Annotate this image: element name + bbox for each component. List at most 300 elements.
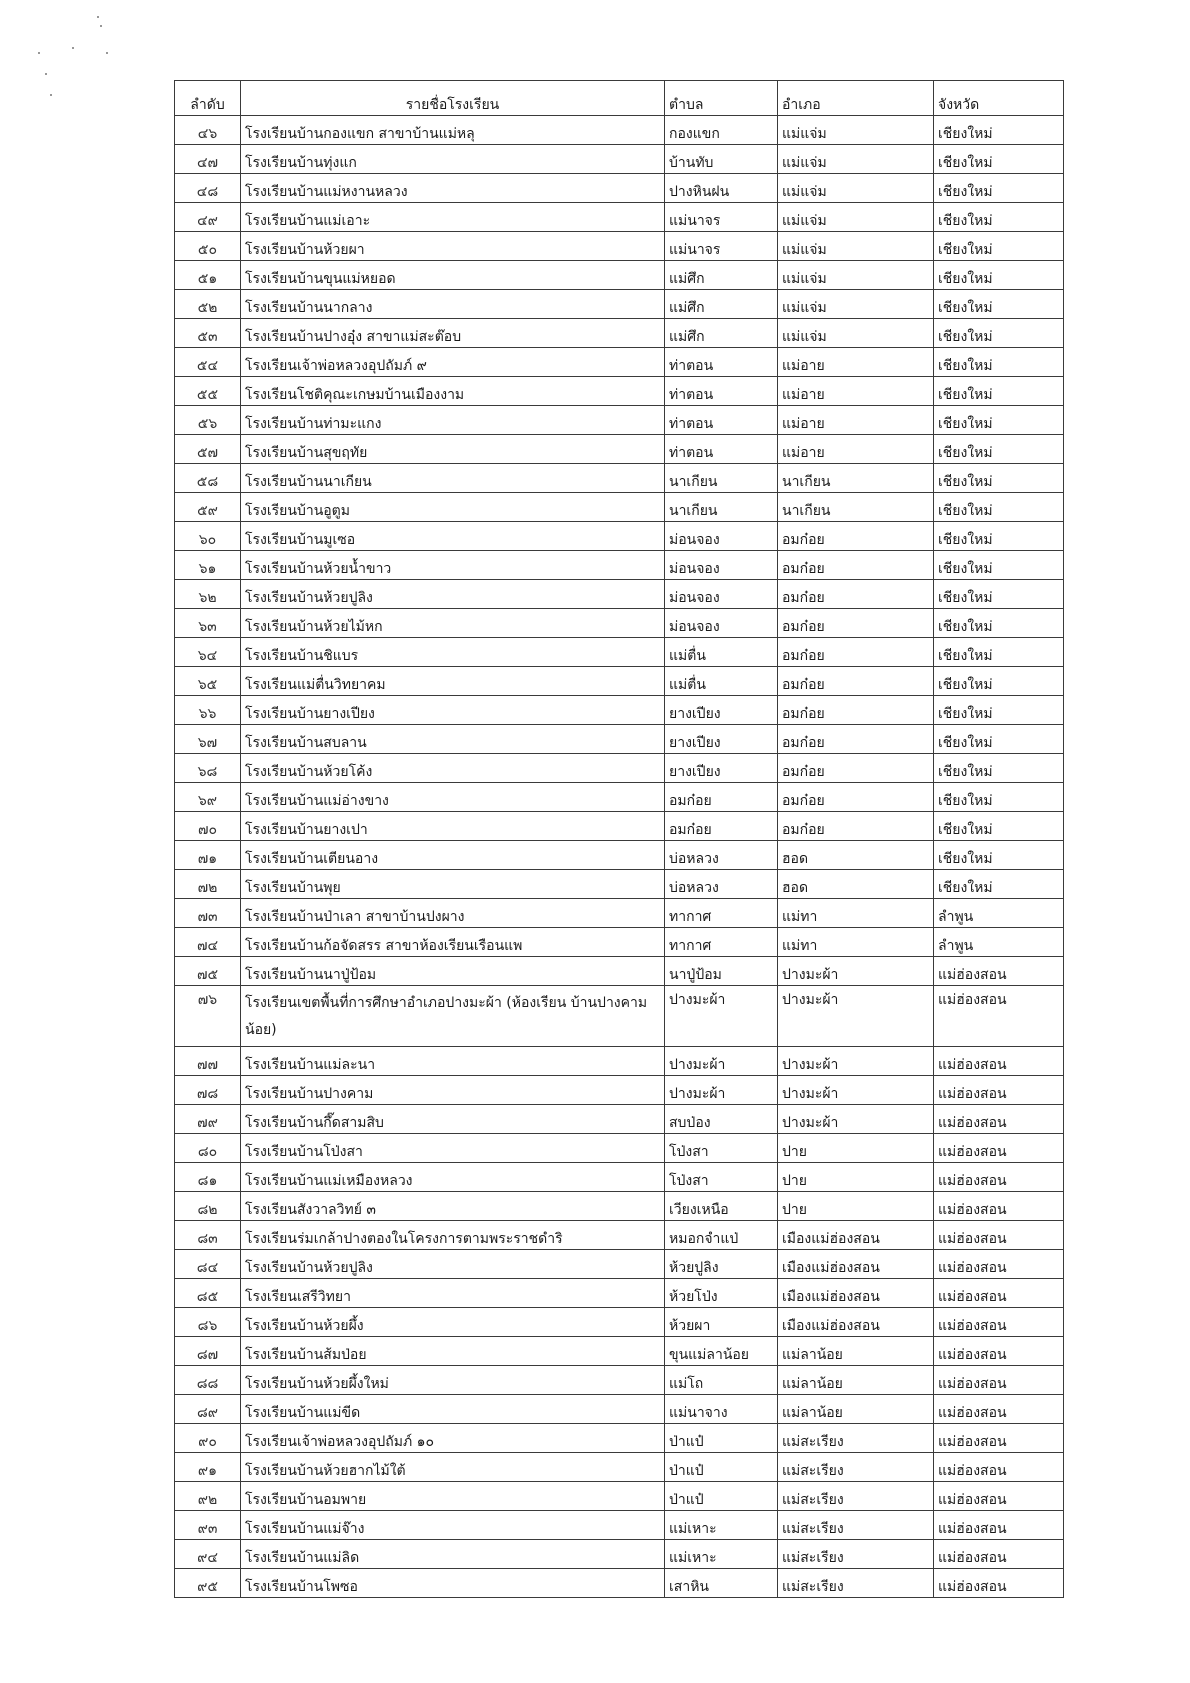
- row-number-cell: ๘๕: [175, 1279, 241, 1308]
- school-name-cell: โรงเรียนบ้านชิแบร: [241, 638, 665, 667]
- scan-speck: [50, 94, 52, 96]
- district-cell: แม่สะเรียง: [778, 1540, 934, 1569]
- row-number-cell: ๗๒: [175, 870, 241, 899]
- province-cell: แม่ฮ่องสอน: [934, 1337, 1064, 1366]
- province-cell: แม่ฮ่องสอน: [934, 986, 1064, 1047]
- province-cell: เชียงใหม่: [934, 290, 1064, 319]
- scan-speck: [45, 73, 47, 75]
- row-number-cell: ๖๓: [175, 609, 241, 638]
- row-number-cell: ๗๖: [175, 986, 241, 1047]
- table-row: [175, 522, 1064, 551]
- subdistrict-cell: อมก๋อย: [665, 783, 778, 812]
- district-cell: ปาย: [778, 1163, 934, 1192]
- table-row: [175, 1279, 1064, 1308]
- province-cell: ลำพูน: [934, 899, 1064, 928]
- district-cell: ปางมะผ้า: [778, 1076, 934, 1105]
- school-name-cell: โรงเรียนบ้านแม่ลิด: [241, 1540, 665, 1569]
- row-number-cell: ๗๐: [175, 812, 241, 841]
- table-row: [175, 551, 1064, 580]
- scan-speck: [38, 52, 40, 54]
- table-row: [175, 986, 1064, 1047]
- district-cell: แม่แจ่ม: [778, 290, 934, 319]
- table-row: [175, 1105, 1064, 1134]
- school-name-cell: โรงเรียนบ้านห้วยผา: [241, 232, 665, 261]
- province-cell: เชียงใหม่: [934, 812, 1064, 841]
- table-row: [175, 1511, 1064, 1540]
- school-name-cell: โรงเรียนบ้านห้วยไม้หก: [241, 609, 665, 638]
- province-cell: เชียงใหม่: [934, 754, 1064, 783]
- school-name-cell: โรงเรียนบ้านป่าเลา สาขาบ้านปงผาง: [241, 899, 665, 928]
- row-number-cell: ๔๗: [175, 145, 241, 174]
- school-name-cell: โรงเรียนบ้านทุ่งแก: [241, 145, 665, 174]
- subdistrict-cell: สบป่อง: [665, 1105, 778, 1134]
- scan-speck: [72, 47, 74, 49]
- province-cell: เชียงใหม่: [934, 841, 1064, 870]
- district-cell: แม่แจ่ม: [778, 261, 934, 290]
- province-cell: แม่ฮ่องสอน: [934, 1366, 1064, 1395]
- row-number-cell: ๗๙: [175, 1105, 241, 1134]
- province-cell: เชียงใหม่: [934, 667, 1064, 696]
- subdistrict-cell: กองแขก: [665, 116, 778, 145]
- row-number-cell: ๘๖: [175, 1308, 241, 1337]
- school-name-cell: โรงเรียนบ้านแม่ละนา: [241, 1047, 665, 1076]
- subdistrict-cell: ยางเปียง: [665, 754, 778, 783]
- row-number-cell: ๕๐: [175, 232, 241, 261]
- table-row: [175, 899, 1064, 928]
- subdistrict-cell: ปางมะผ้า: [665, 1047, 778, 1076]
- subdistrict-cell: แม่ศึก: [665, 290, 778, 319]
- school-name-cell: โรงเรียนบ้านนาปู่ป้อม: [241, 957, 665, 986]
- row-number-cell: ๙๒: [175, 1482, 241, 1511]
- table-row: [175, 580, 1064, 609]
- school-name-cell: โรงเรียนเขตพื้นที่การศึกษาอำเภอปางมะผ้า (ห้องเรียน บ้านปางคามน้อย): [241, 986, 665, 1047]
- district-cell: แม่สะเรียง: [778, 1569, 934, 1598]
- district-cell: ปางมะผ้า: [778, 1105, 934, 1134]
- province-cell: เชียงใหม่: [934, 493, 1064, 522]
- school-name-cell: โรงเรียนบ้านกึ๊ดสามสิบ: [241, 1105, 665, 1134]
- row-number-cell: ๗๔: [175, 928, 241, 957]
- district-cell: แม่อาย: [778, 348, 934, 377]
- school-name-cell: โรงเรียนบ้านแม่จ๊าง: [241, 1511, 665, 1540]
- school-name-cell: โรงเรียนบ้านยางเปียง: [241, 696, 665, 725]
- school-name-cell: โรงเรียนบ้านท่ามะแกง: [241, 406, 665, 435]
- subdistrict-cell: ทากาศ: [665, 928, 778, 957]
- row-number-cell: ๙๑: [175, 1453, 241, 1482]
- district-cell: แม่แจ่ม: [778, 174, 934, 203]
- district-cell: แม่ลาน้อย: [778, 1337, 934, 1366]
- row-number-cell: ๕๒: [175, 290, 241, 319]
- table-header-row: [175, 81, 1064, 116]
- table-row: [175, 638, 1064, 667]
- district-cell: นาเกียน: [778, 493, 934, 522]
- row-number-cell: ๖๘: [175, 754, 241, 783]
- subdistrict-cell: ยางเปียง: [665, 725, 778, 754]
- district-cell: ปางมะผ้า: [778, 957, 934, 986]
- table-row: [175, 754, 1064, 783]
- school-name-cell: โรงเรียนบ้านแม่หงานหลวง: [241, 174, 665, 203]
- district-cell: อมก๋อย: [778, 783, 934, 812]
- table-row: [175, 1453, 1064, 1482]
- school-name-cell: โรงเรียนบ้านยางเปา: [241, 812, 665, 841]
- row-number-cell: ๗๓: [175, 899, 241, 928]
- province-cell: เชียงใหม่: [934, 116, 1064, 145]
- table-row: [175, 1221, 1064, 1250]
- row-number-cell: ๗๗: [175, 1047, 241, 1076]
- district-cell: แม่แจ่ม: [778, 116, 934, 145]
- header-province: จังหวัด: [934, 81, 1064, 116]
- table-row: [175, 493, 1064, 522]
- table-row: [175, 261, 1064, 290]
- table-row: [175, 1308, 1064, 1337]
- row-number-cell: ๘๓: [175, 1221, 241, 1250]
- subdistrict-cell: นาเกียน: [665, 493, 778, 522]
- district-cell: แม่อาย: [778, 377, 934, 406]
- school-name-cell: โรงเรียนบ้านแม่ขีด: [241, 1395, 665, 1424]
- subdistrict-cell: แม่นาจร: [665, 232, 778, 261]
- subdistrict-cell: นาเกียน: [665, 464, 778, 493]
- table-row: [175, 1482, 1064, 1511]
- school-name-cell: โรงเรียนบ้านห้วยฮากไม้ใต้: [241, 1453, 665, 1482]
- row-number-cell: ๘๘: [175, 1366, 241, 1395]
- school-name-cell: โรงเรียนบ้านนาเกียน: [241, 464, 665, 493]
- subdistrict-cell: ม่อนจอง: [665, 609, 778, 638]
- row-number-cell: ๘๐: [175, 1134, 241, 1163]
- table-row: [175, 319, 1064, 348]
- province-cell: แม่ฮ่องสอน: [934, 1250, 1064, 1279]
- school-name-cell: โรงเรียนแม่ตื่นวิทยาคม: [241, 667, 665, 696]
- subdistrict-cell: เวียงเหนือ: [665, 1192, 778, 1221]
- subdistrict-cell: โป่งสา: [665, 1134, 778, 1163]
- table-row: [175, 667, 1064, 696]
- school-name-cell: โรงเรียนบ้านห้วยปูลิง: [241, 580, 665, 609]
- table-row: [175, 406, 1064, 435]
- province-cell: เชียงใหม่: [934, 638, 1064, 667]
- table-row: [175, 870, 1064, 899]
- school-name-cell: โรงเรียนบ้านกองแขก สาขาบ้านแม่หลุ: [241, 116, 665, 145]
- province-cell: แม่ฮ่องสอน: [934, 1540, 1064, 1569]
- table-row: [175, 609, 1064, 638]
- district-cell: แม่แจ่ม: [778, 319, 934, 348]
- school-name-cell: โรงเรียนบ้านห้วยผึ้งใหม่: [241, 1366, 665, 1395]
- row-number-cell: ๕๔: [175, 348, 241, 377]
- subdistrict-cell: อมก๋อย: [665, 812, 778, 841]
- subdistrict-cell: ท่าตอน: [665, 406, 778, 435]
- table-row: [175, 290, 1064, 319]
- row-number-cell: ๕๘: [175, 464, 241, 493]
- row-number-cell: ๖๔: [175, 638, 241, 667]
- district-cell: อมก๋อย: [778, 580, 934, 609]
- row-number-cell: ๖๗: [175, 725, 241, 754]
- row-number-cell: ๕๖: [175, 406, 241, 435]
- province-cell: เชียงใหม่: [934, 783, 1064, 812]
- table-row: [175, 1540, 1064, 1569]
- row-number-cell: ๖๐: [175, 522, 241, 551]
- scan-speck: [100, 25, 102, 27]
- subdistrict-cell: ปางมะผ้า: [665, 1076, 778, 1105]
- district-cell: อมก๋อย: [778, 667, 934, 696]
- school-name-cell: โรงเรียนบ้านอมพาย: [241, 1482, 665, 1511]
- district-cell: อมก๋อย: [778, 812, 934, 841]
- subdistrict-cell: แม่ศึก: [665, 319, 778, 348]
- table-row: [175, 1424, 1064, 1453]
- school-name-cell: โรงเรียนบ้านส้มป่อย: [241, 1337, 665, 1366]
- subdistrict-cell: ขุนแม่ลาน้อย: [665, 1337, 778, 1366]
- table-row: [175, 1337, 1064, 1366]
- table-row: [175, 1569, 1064, 1598]
- province-cell: เชียงใหม่: [934, 464, 1064, 493]
- table-row: [175, 696, 1064, 725]
- province-cell: แม่ฮ่องสอน: [934, 1511, 1064, 1540]
- province-cell: เชียงใหม่: [934, 522, 1064, 551]
- header-district: อำเภอ: [778, 81, 934, 116]
- school-name-cell: โรงเรียนบ้านห้วยโค้ง: [241, 754, 665, 783]
- school-name-cell: โรงเรียนบ้านนากลาง: [241, 290, 665, 319]
- district-cell: ปาย: [778, 1134, 934, 1163]
- row-number-cell: ๖๕: [175, 667, 241, 696]
- subdistrict-cell: บ้านทับ: [665, 145, 778, 174]
- row-number-cell: ๕๕: [175, 377, 241, 406]
- province-cell: เชียงใหม่: [934, 377, 1064, 406]
- subdistrict-cell: บ่อหลวง: [665, 841, 778, 870]
- table-row: [175, 145, 1064, 174]
- province-cell: แม่ฮ่องสอน: [934, 1453, 1064, 1482]
- row-number-cell: ๔๖: [175, 116, 241, 145]
- district-cell: แม่ลาน้อย: [778, 1366, 934, 1395]
- subdistrict-cell: แม่เหาะ: [665, 1511, 778, 1540]
- school-name-cell: โรงเรียนบ้านห้วยปูลิง: [241, 1250, 665, 1279]
- subdistrict-cell: แม่ตื่น: [665, 638, 778, 667]
- table-row: [175, 783, 1064, 812]
- table-row: [175, 116, 1064, 145]
- table-row: [175, 1366, 1064, 1395]
- district-cell: แม่สะเรียง: [778, 1453, 934, 1482]
- row-number-cell: ๔๙: [175, 203, 241, 232]
- province-cell: แม่ฮ่องสอน: [934, 1569, 1064, 1598]
- row-number-cell: ๘๗: [175, 1337, 241, 1366]
- province-cell: เชียงใหม่: [934, 870, 1064, 899]
- scan-speck: [97, 16, 99, 18]
- province-cell: แม่ฮ่องสอน: [934, 1308, 1064, 1337]
- district-cell: ปางมะผ้า: [778, 986, 934, 1047]
- school-name-cell: โรงเรียนโชติคุณะเกษมบ้านเมืองงาม: [241, 377, 665, 406]
- district-cell: แม่แจ่ม: [778, 232, 934, 261]
- row-number-cell: ๘๑: [175, 1163, 241, 1192]
- row-number-cell: ๘๒: [175, 1192, 241, 1221]
- subdistrict-cell: ท่าตอน: [665, 435, 778, 464]
- school-name-cell: โรงเรียนบ้านขุนแม่หยอด: [241, 261, 665, 290]
- school-name-cell: โรงเรียนบ้านแม่อ่างขาง: [241, 783, 665, 812]
- subdistrict-cell: ห้วยผา: [665, 1308, 778, 1337]
- district-cell: แม่แจ่ม: [778, 145, 934, 174]
- table-body: [175, 116, 1064, 1598]
- district-cell: อมก๋อย: [778, 638, 934, 667]
- table-row: [175, 1047, 1064, 1076]
- subdistrict-cell: ม่อนจอง: [665, 580, 778, 609]
- subdistrict-cell: นาปู่ป้อม: [665, 957, 778, 986]
- province-cell: แม่ฮ่องสอน: [934, 1395, 1064, 1424]
- table-row: [175, 377, 1064, 406]
- province-cell: เชียงใหม่: [934, 609, 1064, 638]
- subdistrict-cell: ปางมะผ้า: [665, 986, 778, 1047]
- subdistrict-cell: ป่าแป๋: [665, 1424, 778, 1453]
- district-cell: อมก๋อย: [778, 696, 934, 725]
- school-name-cell: โรงเรียนเจ้าพ่อหลวงอุปถัมภ์ ๑๐: [241, 1424, 665, 1453]
- district-cell: ฮอด: [778, 870, 934, 899]
- district-cell: แม่สะเรียง: [778, 1424, 934, 1453]
- subdistrict-cell: ม่อนจอง: [665, 551, 778, 580]
- district-cell: ฮอด: [778, 841, 934, 870]
- school-name-cell: โรงเรียนบ้านสุขฤทัย: [241, 435, 665, 464]
- province-cell: เชียงใหม่: [934, 319, 1064, 348]
- subdistrict-cell: แม่ศึก: [665, 261, 778, 290]
- school-name-cell: โรงเรียนบ้านเตียนอาง: [241, 841, 665, 870]
- subdistrict-cell: โป่งสา: [665, 1163, 778, 1192]
- province-cell: เชียงใหม่: [934, 406, 1064, 435]
- school-name-cell: โรงเรียนบ้านพุย: [241, 870, 665, 899]
- district-cell: อมก๋อย: [778, 551, 934, 580]
- province-cell: เชียงใหม่: [934, 145, 1064, 174]
- province-cell: ลำพูน: [934, 928, 1064, 957]
- subdistrict-cell: ท่าตอน: [665, 377, 778, 406]
- school-name-cell: โรงเรียนเจ้าพ่อหลวงอุปถัมภ์ ๙: [241, 348, 665, 377]
- header-school-name: รายชื่อโรงเรียน: [241, 81, 665, 116]
- district-cell: แม่ทา: [778, 928, 934, 957]
- school-name-cell: โรงเรียนร่มเกล้าปางตองในโครงการตามพระราชดำริ: [241, 1221, 665, 1250]
- scan-speck: [106, 52, 108, 54]
- province-cell: แม่ฮ่องสอน: [934, 1105, 1064, 1134]
- row-number-cell: ๙๔: [175, 1540, 241, 1569]
- province-cell: เชียงใหม่: [934, 725, 1064, 754]
- school-name-cell: โรงเรียนบ้านปางอุ๋ง สาขาแม่สะต๊อบ: [241, 319, 665, 348]
- school-name-cell: โรงเรียนบ้านห้วยผึ้ง: [241, 1308, 665, 1337]
- subdistrict-cell: แม่นาจร: [665, 203, 778, 232]
- province-cell: แม่ฮ่องสอน: [934, 1221, 1064, 1250]
- district-cell: แม่สะเรียง: [778, 1482, 934, 1511]
- row-number-cell: ๕๓: [175, 319, 241, 348]
- province-cell: แม่ฮ่องสอน: [934, 1134, 1064, 1163]
- district-cell: แม่ทา: [778, 899, 934, 928]
- table-row: [175, 174, 1064, 203]
- province-cell: เชียงใหม่: [934, 261, 1064, 290]
- row-number-cell: ๔๘: [175, 174, 241, 203]
- row-number-cell: ๙๓: [175, 1511, 241, 1540]
- table-row: [175, 232, 1064, 261]
- table-row: [175, 435, 1064, 464]
- table-row: [175, 1395, 1064, 1424]
- table-row: [175, 841, 1064, 870]
- province-cell: แม่ฮ่องสอน: [934, 1076, 1064, 1105]
- province-cell: แม่ฮ่องสอน: [934, 1192, 1064, 1221]
- district-cell: แม่ลาน้อย: [778, 1395, 934, 1424]
- district-cell: อมก๋อย: [778, 725, 934, 754]
- province-cell: แม่ฮ่องสอน: [934, 957, 1064, 986]
- table-row: [175, 464, 1064, 493]
- school-name-cell: โรงเรียนบ้านก้อจัดสรร สาขาห้องเรียนเรือนแพ: [241, 928, 665, 957]
- school-name-cell: โรงเรียนสังวาลวิทย์ ๓: [241, 1192, 665, 1221]
- province-cell: เชียงใหม่: [934, 174, 1064, 203]
- subdistrict-cell: แม่เหาะ: [665, 1540, 778, 1569]
- subdistrict-cell: บ่อหลวง: [665, 870, 778, 899]
- subdistrict-cell: หมอกจำแป่: [665, 1221, 778, 1250]
- subdistrict-cell: ยางเปียง: [665, 696, 778, 725]
- subdistrict-cell: แม่ตื่น: [665, 667, 778, 696]
- subdistrict-cell: ป่าแป๋: [665, 1453, 778, 1482]
- school-name-cell: โรงเรียนบ้านห้วยน้ำขาว: [241, 551, 665, 580]
- district-cell: แม่แจ่ม: [778, 203, 934, 232]
- district-cell: แม่อาย: [778, 435, 934, 464]
- table-row: [175, 1250, 1064, 1279]
- subdistrict-cell: แม่นาจาง: [665, 1395, 778, 1424]
- school-name-cell: โรงเรียนบ้านโป่งสา: [241, 1134, 665, 1163]
- province-cell: เชียงใหม่: [934, 203, 1064, 232]
- row-number-cell: ๕๑: [175, 261, 241, 290]
- subdistrict-cell: ห้วยปูลิง: [665, 1250, 778, 1279]
- province-cell: แม่ฮ่องสอน: [934, 1279, 1064, 1308]
- province-cell: เชียงใหม่: [934, 696, 1064, 725]
- school-name-cell: โรงเรียนบ้านโพซอ: [241, 1569, 665, 1598]
- table-row: [175, 1134, 1064, 1163]
- province-cell: แม่ฮ่องสอน: [934, 1424, 1064, 1453]
- school-name-cell: โรงเรียนบ้านแม่เอาะ: [241, 203, 665, 232]
- table-row: [175, 348, 1064, 377]
- subdistrict-cell: เสาหิน: [665, 1569, 778, 1598]
- table-row: [175, 812, 1064, 841]
- province-cell: แม่ฮ่องสอน: [934, 1047, 1064, 1076]
- table-row: [175, 1163, 1064, 1192]
- district-cell: เมืองแม่ฮ่องสอน: [778, 1250, 934, 1279]
- row-number-cell: ๘๙: [175, 1395, 241, 1424]
- row-number-cell: ๖๑: [175, 551, 241, 580]
- row-number-cell: ๗๘: [175, 1076, 241, 1105]
- subdistrict-cell: ม่อนจอง: [665, 522, 778, 551]
- table-row: [175, 957, 1064, 986]
- subdistrict-cell: ท่าตอน: [665, 348, 778, 377]
- subdistrict-cell: ป่าแป๋: [665, 1482, 778, 1511]
- table-row: [175, 1192, 1064, 1221]
- row-number-cell: ๙๐: [175, 1424, 241, 1453]
- province-cell: เชียงใหม่: [934, 232, 1064, 261]
- district-cell: แม่สะเรียง: [778, 1511, 934, 1540]
- table-row: [175, 1076, 1064, 1105]
- row-number-cell: ๕๙: [175, 493, 241, 522]
- school-name-cell: โรงเรียนบ้านสบลาน: [241, 725, 665, 754]
- row-number-cell: ๕๗: [175, 435, 241, 464]
- district-cell: นาเกียน: [778, 464, 934, 493]
- district-cell: ปางมะผ้า: [778, 1047, 934, 1076]
- school-name-cell: โรงเรียนเสรีวิทยา: [241, 1279, 665, 1308]
- school-name-cell: โรงเรียนบ้านมูเซอ: [241, 522, 665, 551]
- table-row: [175, 725, 1064, 754]
- subdistrict-cell: แม่โถ: [665, 1366, 778, 1395]
- district-cell: ปาย: [778, 1192, 934, 1221]
- school-list-table: [174, 80, 1064, 1598]
- row-number-cell: ๖๖: [175, 696, 241, 725]
- row-number-cell: ๗๑: [175, 841, 241, 870]
- row-number-cell: ๙๕: [175, 1569, 241, 1598]
- province-cell: แม่ฮ่องสอน: [934, 1163, 1064, 1192]
- row-number-cell: ๘๔: [175, 1250, 241, 1279]
- province-cell: เชียงใหม่: [934, 551, 1064, 580]
- school-name-cell: โรงเรียนบ้านแม่เหมืองหลวง: [241, 1163, 665, 1192]
- province-cell: แม่ฮ่องสอน: [934, 1482, 1064, 1511]
- district-cell: อมก๋อย: [778, 754, 934, 783]
- school-name-cell: โรงเรียนบ้านปางคาม: [241, 1076, 665, 1105]
- district-cell: อมก๋อย: [778, 609, 934, 638]
- district-cell: เมืองแม่ฮ่องสอน: [778, 1308, 934, 1337]
- district-cell: เมืองแม่ฮ่องสอน: [778, 1221, 934, 1250]
- province-cell: เชียงใหม่: [934, 348, 1064, 377]
- district-cell: แม่อาย: [778, 406, 934, 435]
